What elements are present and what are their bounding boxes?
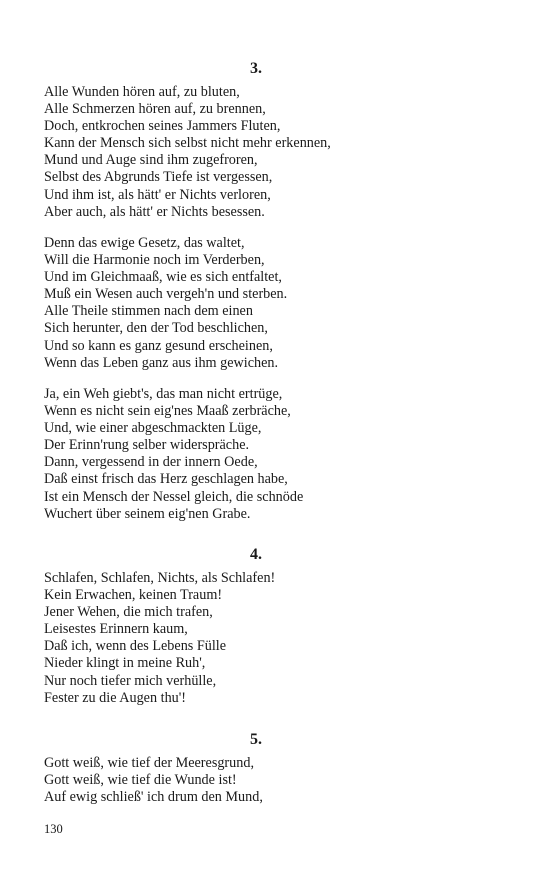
section-heading-5: 5.: [250, 731, 262, 748]
verse-line: Daß ich, wenn des Lebens Fülle: [44, 638, 227, 655]
verse-line: Denn das ewige Gesetz, das waltet,: [44, 235, 245, 251]
stanza: [44, 235, 287, 372]
page-number: 130: [44, 822, 63, 836]
verse-line: Alle Wunden hören auf, zu bluten,: [44, 84, 240, 100]
verse-line: Kein Erwachen, keinen Traum!: [44, 587, 223, 604]
verse-line: Alle Schmerzen hören auf, zu brennen,: [44, 101, 266, 118]
verse-line: Und ihm ist, als hätt' er Nichts verloren,: [44, 186, 271, 203]
section-heading-3: 3.: [250, 60, 262, 77]
verse-line: Und so kann es ganz gesund erscheinen,: [44, 337, 273, 354]
verse-line: Dann, vergessend in der innern Oede,: [44, 454, 258, 471]
verse-line: Wenn das Leben ganz aus ihm gewichen.: [44, 354, 279, 371]
verse-line: Der Erinn'rung selber widerspräche.: [44, 437, 250, 454]
verse-line: Daß einst frisch das Herz geschlagen habe,: [44, 471, 288, 488]
verse-line: Schlafen, Schlafen, Nichts, als Schlafen!: [44, 570, 276, 586]
verse-line: Wenn es nicht sein eig'nes Maaß zerbräche,: [44, 403, 291, 420]
verse-line: Jener Wehen, die mich trafen,: [44, 604, 213, 621]
verse-line: Nieder klingt in meine Ruh',: [44, 655, 206, 672]
verse-line: Leisestes Erinnern kaum,: [44, 621, 188, 638]
verse-line: Auf ewig schließ' ich drum den Mund,: [44, 789, 263, 806]
verse-line: Will die Harmonie noch im Verderben,: [44, 252, 265, 269]
verse-line: Sich herunter, den der Tod beschlichen,: [44, 320, 268, 337]
verse-line: Doch, entkrochen seines Jammers Fluten,: [44, 118, 281, 135]
stanza: [44, 755, 263, 806]
verse-line: Kann der Mensch sich selbst nicht mehr erkennen,: [44, 135, 331, 152]
verse-line: Mund und Auge sind ihm zugefroren,: [44, 152, 258, 169]
stanza: [44, 84, 331, 221]
stanza: [44, 386, 303, 523]
verse-line: Gott weiß, wie tief der Meeresgrund,: [44, 755, 254, 771]
stanza: [44, 570, 275, 707]
verse-line: Gott weiß, wie tief die Wunde ist!: [44, 772, 237, 789]
verse-line: Muß ein Wesen auch vergeh'n und sterben.: [44, 286, 288, 303]
section-heading-4: 4.: [250, 546, 262, 563]
verse-line: Aber auch, als hätt' er Nichts besessen.: [44, 203, 265, 220]
verse-line: Nur noch tiefer mich verhülle,: [44, 672, 217, 689]
verse-line: Und im Gleichmaaß, wie es sich entfaltet,: [44, 269, 282, 286]
verse-line: Wuchert über seinem eig'nen Grabe.: [44, 505, 251, 522]
verse-line: Alle Theile stimmen nach dem einen: [44, 303, 253, 320]
verse-line: Ja, ein Weh giebt's, das man nicht ertrüge,: [44, 386, 283, 402]
verse-line: Selbst des Abgrunds Tiefe ist vergessen,: [44, 169, 273, 186]
verse-line: Ist ein Mensch der Nessel gleich, die schnöde: [44, 488, 304, 505]
verse-line: Und, wie einer abgeschmackten Lüge,: [44, 420, 262, 437]
verse-line: Fester zu die Augen thu'!: [44, 689, 187, 706]
